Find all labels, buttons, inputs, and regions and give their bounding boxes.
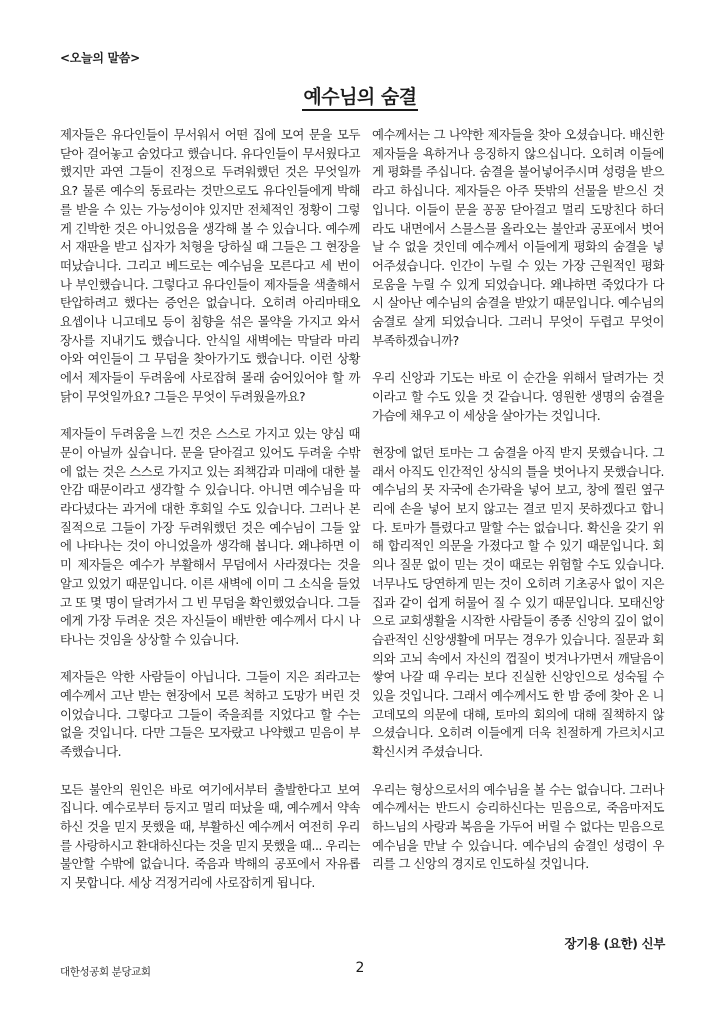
author-signature: 장기용 (요한) 신부: [564, 936, 665, 951]
left-column: [60, 126, 360, 911]
page-number: 2: [355, 960, 365, 976]
page-title: [0, 73, 720, 111]
paragraph: 우리는 형상으로서의 예수님을 볼 수는 없습니다. 그러나 예수께서는 반드시 승리하신다는 믿음으로, 죽음마저도 하느님의 사랑과 복음을 가두어 버릴 수 없다는 믿음으로 예수님을 만날 수 있습니다. 예수님의 숨결인 성령이 우리를 그 신앙의 경지로 인도하실 것입니다.: [372, 781, 664, 872]
paragraph: 모든 불안의 원인은 바로 여기에서부터 출발한다고 보여 집니다. 예수로부터 등지고 멀리 떠났을 때, 예수께서 약속하신 것을 믿지 못했을 때, 부활하신 예수께서 여전히 우리를 사랑하시고 환대하신다는 것을 믿지 못했을 때... 우리는 불안할 수밖에 없습니다. 죽음과 박해의 공포에서 자유롭지 못합니다. 세상 걱정거리에 사로잡히게 됩니다.: [60, 781, 360, 891]
paragraph: 제자들은 유다인들이 무서워서 어떤 집에 모여 문을 모두 닫아 걸어놓고 숨었다고 했습니다. 유다인들이 무서웠다고 했지만 과연 그들이 진정으로 두려워했던 것은 무엇일까요? 물론 예수의 동료라는 것만으로도 유다인들에게 박해를 받을 수 있는 가능성이야 있지만 전체적인 정황이 그렇게 긴박한 것은 아니었음을 생각해 볼 수 있습니다. 예수께서 재판을 받고 십자가 처형을 당하실 때 그들은 그 현장을 떠났습니다. 그리고 베드로는 예수님을 모른다고 세 번이나 부인했습니다. 그렇다고 유다인들이 제자들을 색출해서 탄압하려고 했다는 증언은 없습니다. 오히려 아리마태오 요셉이나 니고데모 등이 침향을 섞은 몰약을 가지고 와서 장사를 지내기도 했습니다. 안식일 새벽에는 막달라 마리아와 여인들이 그 무덤을 찾아가기도 했습니다. 이런 상황에서 제자들이 두려움에 사로잡혀 몰래 숨어있어야 할 까닭이 무엇일까요? 그들은 무엇이 두려웠을까요?: [60, 127, 360, 404]
page-title-text: 예수님의 숨결: [302, 86, 417, 111]
section-label: <오늘의 말씀>: [60, 51, 140, 65]
paragraph: 제자들이 두려움을 느낀 것은 스스로 가지고 있는 양심 때문이 아닐까 싶습니다. 문을 닫아걸고 있어도 두려울 수밖에 없는 것은 스스로 가지고 있는 죄책감과 미래에 대한 불안감 때문이라고 생각할 수 있습니다. 아니면 예수님을 따라다녔다는 과거에 대한 후회일 수도 있습니다. 그러나 본질적으로 그들이 가장 두려워했던 것은 예수님이 그들 앞에 나타나는 것이 아니었을까 생각해 봅니다. 왜냐하면 이미 제자들은 예수가 부활해서 무덤에서 사라졌다는 것을 알고 있었기 때문입니다. 이른 새벽에 이미 그 소식을 들었고 또 몇 명이 달려가서 그 빈 무덤을 확인했었습니다. 그들에게 가장 두려운 것은 자신들이 배반한 예수께서 다시 나타나는 것임을 상상할 수 있습니다.: [60, 426, 360, 647]
paragraph: 제자들은 악한 사람들이 아닙니다. 그들이 지은 죄라고는 예수께서 고난 받는 현장에서 모른 척하고 도망가 버린 것이었습니다. 그렇다고 그들이 죽을죄를 지었다고 할 수는 없을 것입니다. 다만 그들은 모자랐고 나약했고 믿음이 부족했습니다.: [60, 669, 360, 760]
right-column: [372, 126, 664, 893]
church-name: 대한성공회 분당교회: [60, 966, 151, 978]
paragraph: 우리 신앙과 기도는 바로 이 순간을 위해서 달려가는 것이라고 할 수도 있을 것 같습니다. 영원한 생명의 숨결을 가슴에 채우고 이 세상을 살아가는 것입니다.: [372, 370, 664, 423]
paragraph: 현장에 없던 토마는 그 숨결을 아직 받지 못했습니다. 그래서 아직도 인간적인 상식의 틀을 벗어나지 못했습니다. 예수님의 못 자국에 손가락을 넣어 보고, 창에 찔린 옆구리에 손을 넣어 보지 않고는 결코 믿지 못하겠다고 합니다. 토마가 틀렸다고 말할 수는 없습니다. 확신을 갖기 위해 합리적인 의문을 가졌다고 할 수 있기 때문입니다. 회의나 질문 없이 믿는 것이 때로는 위험할 수도 있습니다. 너무나도 당연하게 믿는 것이 오히려 기초공사 없이 지은 집과 같이 쉽게 허물어 질 수 있기 때문입니다. 모태신앙으로 교회생활을 시작한 사람들이 종종 신앙의 깊이 없이 습관적인 신앙생활에 머무는 경우가 있습니다. 질문과 회의와 고뇌 속에서 자신의 껍질이 벗겨나가면서 깨달음이 쌓여 나갈 때 우리는 보다 진실한 신앙인으로 성숙될 수 있을 것입니다. 그래서 예수께서도 한 밤 중에 찾아 온 니고데모의 의문에 대해, 토마의 회의에 대해 질책하지 않으셨습니다. 오히려 이들에게 더욱 친절하게 가르치시고 확신시켜 주셨습니다.: [372, 444, 664, 760]
paragraph: 예수께서는 그 나약한 제자들을 찾아 오셨습니다. 배신한 제자들을 욕하거나 응징하지 않으십니다. 오히려 이들에게 평화를 주십니다. 숨결을 불어넣어주시며 성령을 받으라고 하십니다. 제자들은 아주 뜻밖의 선물을 받으신 것입니다. 이들이 문을 꽁꽁 닫아걸고 멀리 도망친다 하더라도 내면에서 스믈스믈 올라오는 불안과 공포에서 벗어날 수 없을 것인데 예수께서 이들에게 평화의 숨결을 넣어주셨습니다. 인간이 누릴 수 있는 가장 근원적인 평화로움을 누릴 수 있게 되었습니다. 왜냐하면 죽었다가 다시 살아난 예수님의 숨결을 받았기 때문입니다. 예수님의 숨결로 살게 되었습니다. 그러니 무엇이 두렵고 무엇이 부족하겠습니까?: [372, 127, 664, 348]
